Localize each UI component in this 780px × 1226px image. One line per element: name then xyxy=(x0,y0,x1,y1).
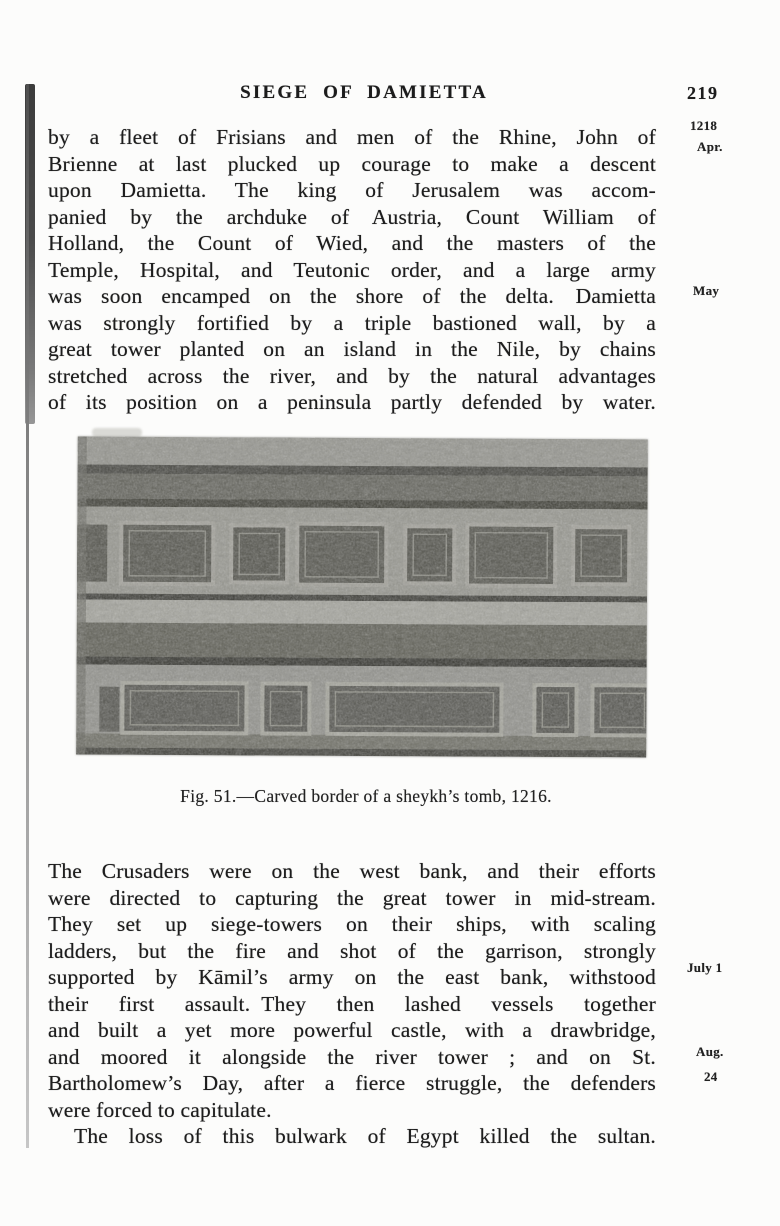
text-line: upon Damietta. The king of Jerusalem was accom- xyxy=(48,178,656,203)
margin-note-april: Apr. xyxy=(697,139,723,154)
text-line: and moored it alongside the river tower ; and on St. xyxy=(48,1044,656,1069)
text-line: Brienne at last plucked up courage to make a descent xyxy=(48,151,656,176)
scan-edge-line xyxy=(26,84,29,1148)
margin-note-day: 24 xyxy=(704,1069,718,1084)
text-line: Bartholomew’s Day, after a fierce struggle, the defenders xyxy=(48,1071,656,1096)
text-line: and built a yet more powerful castle, with a drawbridge, xyxy=(48,1018,656,1043)
figure-caption: Fig. 51.—Carved border of a sheykh’s tomb, 1216. xyxy=(180,786,552,806)
paragraph-2 xyxy=(48,858,656,1150)
margin-note-year: 1218 xyxy=(690,118,718,133)
text-line: They set up siege-towers on their ships, with scaling xyxy=(48,912,656,937)
text-line: were directed to capturing the great tower in mid-stream. xyxy=(48,885,656,910)
margin-note-july: July 1 xyxy=(687,960,723,975)
tomb-border-photo xyxy=(76,437,648,758)
text-line: by a fleet of Frisians and men of the Rhine, John of xyxy=(48,125,656,149)
page-number: 219 xyxy=(687,83,719,103)
text-line: was soon encamped on the shore of the delta. Damietta xyxy=(48,284,656,309)
text-line: ladders, but the fire and shot of the garrison, strongly xyxy=(48,938,656,963)
margin-note-august: Aug. xyxy=(696,1044,724,1059)
text-line: were forced to capitulate. xyxy=(48,1097,272,1122)
running-header xyxy=(48,82,656,104)
text-line: Temple, Hospital, and Teutonic order, and a large army xyxy=(48,257,656,282)
margin-note-may: May xyxy=(693,283,720,298)
text-line: The loss of this bulwark of Egypt killed the sultan. xyxy=(74,1124,656,1149)
text-line: of its position on a peninsula partly defended by water. xyxy=(48,390,656,415)
paragraph-1 xyxy=(48,124,656,416)
running-title: SIEGE OF DAMIETTA xyxy=(240,82,488,103)
text-line: was strongly fortified by a triple bastioned wall, by a xyxy=(48,310,656,335)
text-line: Holland, the Count of Wied, and the masters of the xyxy=(48,231,656,256)
text-line: supported by Kāmil’s army on the east bank, withstood xyxy=(48,965,656,990)
text-line: great tower planted on an island in the Nile, by chains xyxy=(48,337,656,362)
text-line: stretched across the river, and by the natural advantages xyxy=(48,363,656,388)
tomb-border-photo-svg xyxy=(76,437,648,758)
text-line: panied by the archduke of Austria, Count William of xyxy=(48,204,656,229)
text-line: The Crusaders were on the west bank, and their efforts xyxy=(48,859,656,883)
text-line: their first assault. They then lashed vessels together xyxy=(48,991,656,1016)
